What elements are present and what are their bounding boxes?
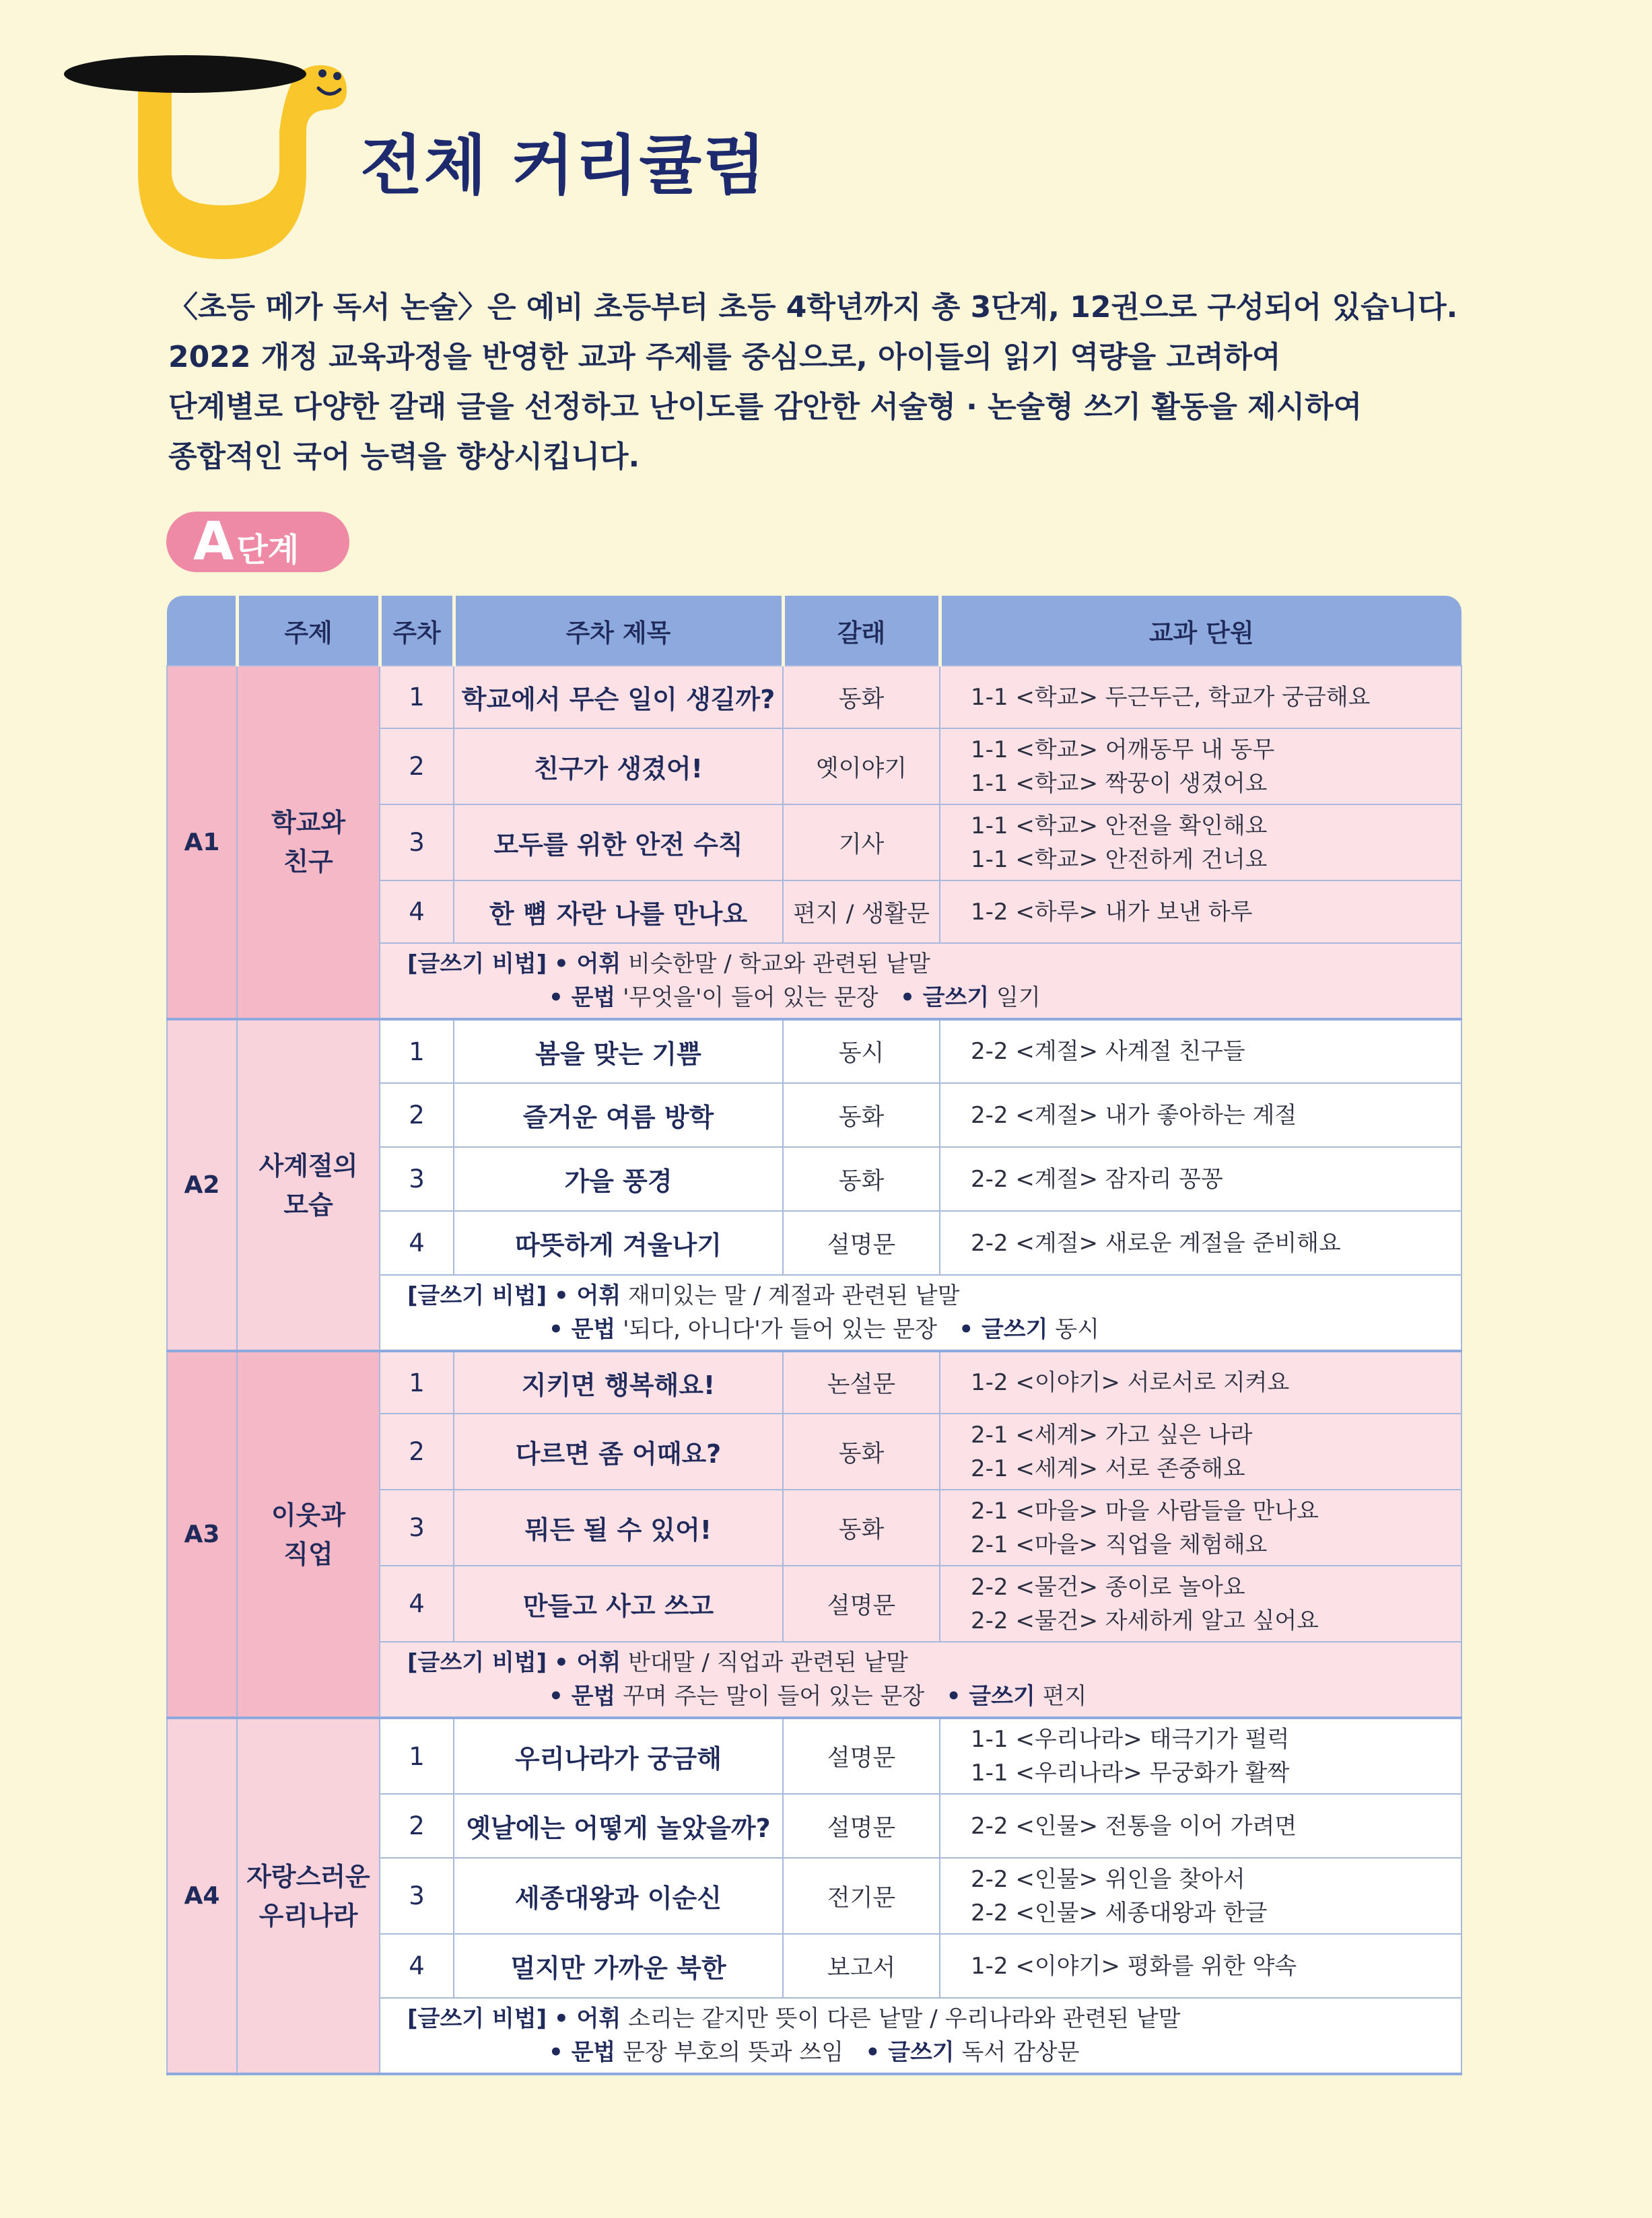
- intro-text: [168, 283, 1515, 482]
- intro-line: 종합적인 국어 능력을 향상시킵니다.: [168, 440, 640, 474]
- tip-writing: 편지: [1042, 1683, 1087, 1710]
- week-units: [940, 1858, 1461, 1934]
- table-row: [167, 1351, 1461, 1414]
- tip-label: [글쓰기 비법]: [407, 2005, 547, 2032]
- column-header: 주제: [237, 596, 380, 666]
- week-genre: 동화: [783, 666, 940, 728]
- week-title: 만들고 사고 쓰고: [454, 1566, 783, 1642]
- tip-grammar: '무엇을'이 들어 있는 문장: [623, 984, 879, 1011]
- theme-line: 학교와: [271, 808, 346, 837]
- unit-line: 1-1 <학교> 안전하게 건너요: [971, 845, 1268, 873]
- week-units: [940, 1414, 1461, 1490]
- unit-code: A1: [167, 666, 237, 1019]
- unit-group-a3: [167, 1351, 1461, 1718]
- week-genre: 동시: [783, 1019, 940, 1083]
- week-genre: 옛이야기: [783, 728, 940, 804]
- smiling-u-mascot-icon: [64, 44, 360, 266]
- week-genre: 동화: [783, 1147, 940, 1211]
- week-units: [940, 1490, 1461, 1566]
- theme-line: 우리나라: [259, 1900, 358, 1931]
- week-number: 4: [380, 1211, 454, 1275]
- table-row: [167, 1718, 1461, 1794]
- week-title: 한 뼘 자란 나를 만나요: [454, 880, 783, 943]
- unit-line: 1-2 <이야기> 서로서로 지켜요: [971, 1369, 1290, 1396]
- unit-line: 2-2 <계절> 사계절 친구들: [971, 1038, 1245, 1065]
- week-genre: 전기문: [783, 1858, 940, 1934]
- week-title: 우리나라가 궁금해: [454, 1718, 783, 1794]
- unit-code: A3: [167, 1351, 237, 1718]
- tip-vocab: 반대말 / 직업과 관련된 낱말: [628, 1649, 908, 1676]
- week-genre: 편지 / 생활문: [783, 880, 940, 943]
- intro-line: 〈초등 메가 독서 논술〉은 예비 초등부터 초등 4학년까지 총 3단계, 12권으로 구성되어 있습니다.: [168, 290, 1458, 324]
- grammar-label: • 문법: [549, 1316, 616, 1343]
- week-title: 모두를 위한 안전 수칙: [454, 804, 783, 880]
- unit-code: A2: [167, 1019, 237, 1351]
- tip-label: [글쓰기 비법]: [407, 1282, 547, 1309]
- week-genre: 동화: [783, 1083, 940, 1147]
- week-units: [940, 728, 1461, 804]
- unit-line: 2-2 <계절> 내가 좋아하는 계절: [971, 1101, 1297, 1129]
- column-header: [167, 596, 237, 666]
- unit-line: 1-1 <학교> 짝꿍이 생겼어요: [971, 769, 1268, 797]
- week-units: [940, 1934, 1461, 1998]
- grammar-label: • 문법: [549, 984, 616, 1011]
- writing-label: • 글쓰기: [946, 1683, 1035, 1710]
- tip-vocab: 재미있는 말 / 계절과 관련된 낱말: [628, 1282, 960, 1309]
- table-row: [167, 1019, 1461, 1083]
- week-genre: 보고서: [783, 1934, 940, 1998]
- tip-writing: 동시: [1055, 1316, 1099, 1343]
- writing-tip: [380, 1275, 1461, 1351]
- week-units: [940, 1566, 1461, 1642]
- unit-line: 1-2 <이야기> 평화를 위한 약속: [971, 1952, 1297, 1980]
- week-title: 세종대왕과 이순신: [454, 1858, 783, 1934]
- intro-line: 단계별로 다양한 갈래 글을 선정하고 난이도를 감안한 서술형 · 논술형 쓰기 활동을 제시하여: [168, 390, 1363, 424]
- unit-line: 1-1 <학교> 어깨동무 내 동무: [971, 736, 1275, 763]
- writing-tip: [380, 943, 1461, 1019]
- page-title: 전체 커리큘럼: [360, 128, 767, 203]
- theme-line: 자랑스러운: [246, 1861, 370, 1892]
- week-number: 2: [380, 728, 454, 804]
- unit-line: 2-2 <물건> 종이로 놀아요: [971, 1573, 1245, 1601]
- writing-label: • 글쓰기: [865, 2039, 955, 2066]
- unit-line: 2-2 <인물> 전통을 이어 가려면: [971, 1812, 1297, 1840]
- unit-group-a2: [167, 1019, 1461, 1351]
- week-number: 1: [380, 1718, 454, 1794]
- week-number: 4: [380, 880, 454, 943]
- writing-label: • 글쓰기: [959, 1316, 1048, 1343]
- week-number: 3: [380, 1490, 454, 1566]
- vocab-label: • 어휘: [553, 2005, 621, 2032]
- table-header-row: [167, 596, 1461, 666]
- week-title: 가을 풍경: [454, 1147, 783, 1211]
- week-units: [940, 1147, 1461, 1211]
- unit-line: 2-1 <세계> 가고 싶은 나라: [971, 1421, 1253, 1449]
- week-units: [940, 666, 1461, 728]
- week-title: 옛날에는 어떻게 놀았을까?: [454, 1794, 783, 1858]
- week-genre: 논설문: [783, 1351, 940, 1414]
- unit-line: 2-1 <마을> 마을 사람들을 만나요: [971, 1497, 1319, 1525]
- column-header: 주차 제목: [454, 596, 783, 666]
- unit-line: 1-1 <학교> 두근두근, 학교가 궁금해요: [971, 683, 1371, 711]
- tip-writing: 일기: [996, 984, 1041, 1011]
- week-units: [940, 1794, 1461, 1858]
- curriculum-table: [166, 596, 1462, 2075]
- tip-grammar: '되다, 아니다'가 들어 있는 문장: [623, 1316, 937, 1343]
- unit-line: 2-1 <세계> 서로 존중해요: [971, 1455, 1245, 1482]
- unit-line: 1-1 <우리나라> 태극기가 펄럭: [971, 1726, 1290, 1753]
- week-title: 따뜻하게 겨울나기: [454, 1211, 783, 1275]
- theme-line: 직업: [283, 1539, 333, 1569]
- week-number: 4: [380, 1934, 454, 1998]
- week-title: 뭐든 될 수 있어!: [454, 1490, 783, 1566]
- vocab-label: • 어휘: [553, 1282, 621, 1309]
- week-number: 1: [380, 1351, 454, 1414]
- week-title: 다르면 좀 어때요?: [454, 1414, 783, 1490]
- unit-code: A4: [167, 1718, 237, 2074]
- week-number: 1: [380, 1019, 454, 1083]
- week-genre: 동화: [783, 1490, 940, 1566]
- tip-vocab: 소리는 같지만 뜻이 다른 낱말 / 우리나라와 관련된 낱말: [628, 2005, 1181, 2032]
- week-genre: 설명문: [783, 1794, 940, 1858]
- unit-line: 2-2 <인물> 위인을 찾아서: [971, 1865, 1245, 1893]
- week-title: 봄을 맞는 기쁨: [454, 1019, 783, 1083]
- unit-line: 1-2 <하루> 내가 보낸 하루: [971, 898, 1253, 926]
- unit-line: 1-1 <우리나라> 무궁화가 활짝: [971, 1760, 1290, 1787]
- vocab-label: • 어휘: [553, 1649, 621, 1676]
- week-title: 친구가 생겼어!: [454, 728, 783, 804]
- unit-theme: [237, 666, 380, 1019]
- column-header: 갈래: [783, 596, 940, 666]
- week-title: 멀지만 가까운 북한: [454, 1934, 783, 1998]
- week-units: [940, 880, 1461, 943]
- grammar-label: • 문법: [549, 1683, 616, 1710]
- grammar-label: • 문법: [549, 2039, 616, 2066]
- writing-label: • 글쓰기: [900, 984, 990, 1011]
- week-number: 2: [380, 1414, 454, 1490]
- theme-line: 이웃과: [271, 1500, 346, 1530]
- unit-line: 2-2 <물건> 자세하게 알고 싶어요: [971, 1607, 1319, 1634]
- week-units: [940, 1211, 1461, 1275]
- week-title: 학교에서 무슨 일이 생길까?: [454, 666, 783, 728]
- tip-grammar: 문장 부호의 뜻과 쓰임: [623, 2039, 844, 2066]
- writing-tip: [380, 1998, 1461, 2074]
- unit-theme: [237, 1019, 380, 1351]
- table-row: [167, 666, 1461, 728]
- week-genre: 기사: [783, 804, 940, 880]
- unit-theme: [237, 1351, 380, 1718]
- unit-theme: [237, 1718, 380, 2074]
- theme-line: 친구: [283, 847, 333, 876]
- writing-tip: [380, 1642, 1461, 1718]
- unit-group-a4: [167, 1718, 1461, 2074]
- column-header: 주차: [380, 596, 454, 666]
- tip-vocab: 비슷한말 / 학교와 관련된 낱말: [628, 950, 930, 977]
- tip-label: [글쓰기 비법]: [407, 950, 547, 977]
- unit-line: 2-2 <계절> 잠자리 꽁꽁: [971, 1165, 1223, 1193]
- intro-line: 2022 개정 교육과정을 반영한 교과 주제를 중심으로, 아이들의 읽기 역량을 고려하여: [168, 340, 1281, 374]
- week-genre: 동화: [783, 1414, 940, 1490]
- week-genre: 설명문: [783, 1566, 940, 1642]
- week-number: 3: [380, 1147, 454, 1211]
- theme-line: 사계절의: [259, 1150, 358, 1181]
- unit-group-a1: [167, 666, 1461, 1019]
- week-title: 즐거운 여름 방학: [454, 1083, 783, 1147]
- tip-label: [글쓰기 비법]: [407, 1649, 547, 1676]
- stage-badge: [166, 512, 349, 572]
- week-number: 4: [380, 1566, 454, 1642]
- week-units: [940, 1019, 1461, 1083]
- theme-line: 모습: [283, 1189, 333, 1220]
- week-number: 3: [380, 1858, 454, 1934]
- week-title: 지키면 행복해요!: [454, 1351, 783, 1414]
- unit-line: 1-1 <학교> 안전을 확인해요: [971, 812, 1268, 839]
- week-number: 1: [380, 666, 454, 728]
- stage-letter: A: [193, 512, 234, 572]
- stage-label: 단계: [236, 530, 300, 569]
- week-genre: 설명문: [783, 1718, 940, 1794]
- vocab-label: • 어휘: [553, 950, 621, 977]
- unit-line: 2-1 <마을> 직업을 체험해요: [971, 1531, 1268, 1558]
- tip-grammar: 꾸며 주는 말이 들어 있는 문장: [623, 1683, 925, 1710]
- week-genre: 설명문: [783, 1211, 940, 1275]
- column-header: 교과 단원: [940, 596, 1461, 666]
- unit-line: 2-2 <계절> 새로운 계절을 준비해요: [971, 1229, 1341, 1257]
- week-units: [940, 1083, 1461, 1147]
- unit-line: 2-2 <인물> 세종대왕과 한글: [971, 1899, 1268, 1927]
- week-units: [940, 804, 1461, 880]
- week-number: 3: [380, 804, 454, 880]
- week-number: 2: [380, 1083, 454, 1147]
- week-units: [940, 1718, 1461, 1794]
- tip-writing: 독서 감상문: [961, 2039, 1080, 2066]
- week-units: [940, 1351, 1461, 1414]
- week-number: 2: [380, 1794, 454, 1858]
